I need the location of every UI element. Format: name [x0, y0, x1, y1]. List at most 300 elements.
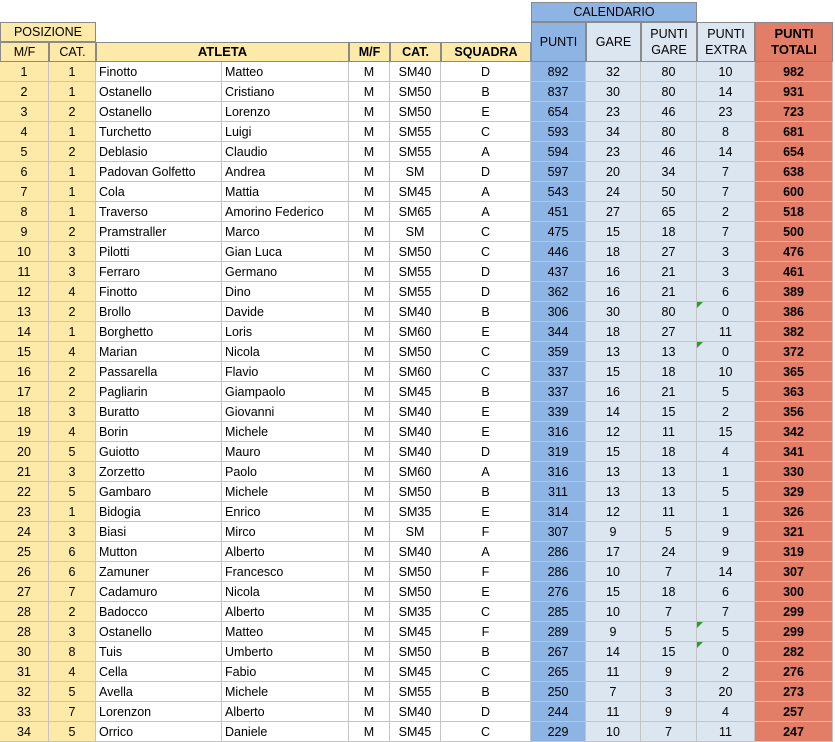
cell-cognome [96, 182, 222, 202]
cell-punti-extra-value: 2 [722, 404, 729, 419]
cell-squadra-value: D [480, 284, 491, 299]
cell-cat-posizione-value: 1 [68, 124, 76, 139]
cell-cognome [96, 82, 222, 102]
cell-punti-totali [755, 282, 833, 302]
table-row [0, 642, 835, 662]
cell-mf-value: M [363, 304, 375, 319]
cell-cat-posizione [49, 602, 96, 622]
cell-squadra-value: C [480, 224, 491, 239]
cell-mf [349, 622, 390, 642]
cell-posizione [0, 582, 49, 602]
cell-categoria [390, 102, 441, 122]
cell-gare [586, 82, 641, 102]
cell-categoria-value: SM40 [398, 424, 432, 439]
cell-punti-extra-value: 0 [722, 344, 729, 359]
cell-mf [349, 362, 390, 382]
cell-gare [586, 502, 641, 522]
cell-cat-posizione [49, 102, 96, 122]
cell-posizione [0, 602, 49, 622]
cell-punti-extra-value: 0 [722, 304, 729, 319]
table-row [0, 622, 835, 642]
cell-cat-posizione [49, 502, 96, 522]
cell-punti-totali [755, 162, 833, 182]
cell-cat-posizione-value: 3 [68, 264, 76, 279]
cell-posizione-value: 7 [20, 184, 28, 199]
cell-squadra [441, 602, 531, 622]
table-row [0, 82, 835, 102]
cell-mf-value: M [363, 164, 375, 179]
table-row [0, 142, 835, 162]
cell-punti-gare-value: 80 [661, 84, 676, 99]
cell-punti-extra [697, 202, 755, 222]
cell-punti-totali-value: 299 [783, 604, 804, 619]
cell-gare-value: 16 [606, 284, 620, 299]
cell-punti-extra [697, 642, 755, 662]
cell-punti [531, 382, 586, 402]
cell-mf-value: M [363, 84, 375, 99]
cell-punti-gare [641, 382, 697, 402]
cell-cat-posizione [49, 302, 96, 322]
cell-nome-value: Matteo [225, 64, 264, 79]
cell-punti-gare-value: 65 [661, 204, 676, 219]
cell-squadra-value: F [481, 624, 490, 639]
cell-categoria [390, 362, 441, 382]
cell-punti-totali-value: 356 [783, 404, 804, 419]
cell-cat-posizione [49, 722, 96, 742]
cell-punti-gare [641, 262, 697, 282]
cell-punti-totali-value: 372 [783, 344, 804, 359]
cell-punti-gare-value: 13 [661, 464, 676, 479]
cell-punti-extra [697, 382, 755, 402]
cell-punti-totali [755, 362, 833, 382]
cell-punti-totali [755, 562, 833, 582]
cell-punti-gare-value: 34 [661, 164, 676, 179]
cell-posizione [0, 382, 49, 402]
cell-posizione [0, 642, 49, 662]
cell-squadra [441, 382, 531, 402]
cell-punti-value: 337 [547, 364, 569, 379]
cell-punti-extra [697, 662, 755, 682]
cell-nome-value: Alberto [225, 704, 265, 719]
cell-punti-extra [697, 462, 755, 482]
cell-punti-totali-value: 319 [783, 544, 804, 559]
table-row [0, 422, 835, 442]
cell-squadra [441, 162, 531, 182]
cell-gare-value: 23 [606, 104, 620, 119]
cell-gare [586, 722, 641, 742]
comment-indicator-icon [697, 642, 703, 648]
cell-punti-gare [641, 122, 697, 142]
cell-categoria [390, 662, 441, 682]
cell-punti-totali [755, 122, 833, 142]
table-row [0, 322, 835, 342]
cell-cat-posizione [49, 482, 96, 502]
table-row [0, 482, 835, 502]
cell-categoria [390, 202, 441, 222]
cell-mf-value: M [363, 504, 375, 519]
cell-posizione [0, 462, 49, 482]
cell-punti-gare [641, 102, 697, 122]
cell-gare-value: 14 [606, 404, 620, 419]
cell-nome-value: Davide [225, 304, 264, 319]
cell-squadra [441, 102, 531, 122]
cell-punti-totali [755, 582, 833, 602]
cell-cat-posizione-value: 3 [68, 404, 76, 419]
cell-nome-value: Alberto [225, 604, 265, 619]
cell-gare [586, 382, 641, 402]
cell-squadra [441, 182, 531, 202]
cell-cognome [96, 222, 222, 242]
cell-squadra [441, 582, 531, 602]
cell-punti-totali [755, 102, 833, 122]
cell-cat-posizione-value: 6 [68, 564, 76, 579]
cell-gare [586, 262, 641, 282]
cell-punti-value: 597 [547, 164, 569, 179]
cell-squadra [441, 282, 531, 302]
cell-categoria-value: SM65 [398, 204, 432, 219]
cell-categoria [390, 122, 441, 142]
cell-nome [222, 282, 349, 302]
cell-cat-posizione [49, 422, 96, 442]
cell-posizione-value: 3 [20, 104, 28, 119]
cell-nome-value: Giovanni [225, 404, 275, 419]
cell-punti-extra-value: 14 [718, 144, 733, 159]
cell-punti-value: 276 [547, 584, 569, 599]
cell-punti-value: 289 [547, 624, 569, 639]
cell-punti-totali-value: 300 [783, 584, 804, 599]
table-row [0, 462, 835, 482]
cell-categoria-value: SM60 [398, 324, 432, 339]
cell-mf-value: M [363, 544, 375, 559]
cell-punti-value: 594 [547, 144, 569, 159]
cell-squadra-value: F [481, 564, 490, 579]
cell-squadra [441, 422, 531, 442]
cell-posizione [0, 622, 49, 642]
cell-gare [586, 422, 641, 442]
cell-nome [222, 682, 349, 702]
cell-cat-posizione-value: 1 [68, 324, 76, 339]
cell-mf-value: M [363, 104, 375, 119]
cell-squadra [441, 342, 531, 362]
cell-punti-value: 265 [547, 664, 569, 679]
cell-posizione-value: 16 [17, 364, 31, 379]
table-row [0, 442, 835, 462]
cell-punti [531, 162, 586, 182]
cell-cognome-value: Turchetto [99, 124, 152, 139]
cell-punti-totali-value: 982 [783, 64, 804, 79]
cell-punti-extra-value: 1 [722, 464, 729, 479]
cell-punti-gare-value: 7 [665, 564, 672, 579]
cell-punti-value: 593 [547, 124, 569, 139]
table-row [0, 402, 835, 422]
cell-posizione [0, 162, 49, 182]
cell-punti-extra-value: 15 [718, 424, 733, 439]
cell-cognome-value: Tuis [99, 644, 123, 659]
cell-posizione-value: 11 [17, 264, 31, 279]
cell-punti-gare-value: 21 [661, 264, 676, 279]
cell-cat-posizione-value: 1 [68, 204, 76, 219]
cell-cognome [96, 382, 222, 402]
cell-punti-extra [697, 422, 755, 442]
cell-categoria [390, 162, 441, 182]
cell-posizione [0, 662, 49, 682]
cell-punti-extra-value: 7 [722, 164, 729, 179]
cell-punti-totali [755, 462, 833, 482]
cell-punti [531, 322, 586, 342]
cell-nome [222, 722, 349, 742]
cell-punti-value: 344 [547, 324, 569, 339]
cell-punti-extra [697, 262, 755, 282]
table-row [0, 162, 835, 182]
cell-punti-gare-value: 5 [665, 624, 672, 639]
cell-categoria [390, 342, 441, 362]
cell-mf-value: M [363, 284, 375, 299]
cell-punti-extra [697, 342, 755, 362]
cell-mf-value: M [363, 124, 375, 139]
cell-cat-posizione [49, 622, 96, 642]
cell-categoria-value: SM50 [398, 484, 432, 499]
cell-cognome [96, 602, 222, 622]
cell-punti-value: 286 [547, 564, 569, 579]
cell-punti-totali [755, 202, 833, 222]
cell-squadra [441, 62, 531, 82]
cell-squadra-value: A [481, 464, 490, 479]
cell-punti-totali [755, 602, 833, 622]
cell-posizione [0, 422, 49, 442]
cell-punti-extra-value: 5 [722, 384, 729, 399]
cell-nome [222, 562, 349, 582]
cell-mf-value: M [363, 344, 375, 359]
table-row [0, 362, 835, 382]
cell-cat-posizione-value: 6 [68, 544, 76, 559]
cell-squadra-value: C [480, 364, 491, 379]
cell-squadra [441, 662, 531, 682]
cell-squadra [441, 482, 531, 502]
cell-squadra [441, 82, 531, 102]
cell-punti-extra [697, 182, 755, 202]
table-row [0, 502, 835, 522]
cell-squadra [441, 522, 531, 542]
cell-categoria [390, 222, 441, 242]
cell-nome [222, 202, 349, 222]
cell-categoria [390, 322, 441, 342]
cell-punti-totali [755, 422, 833, 442]
cell-punti-totali-value: 341 [783, 444, 804, 459]
cell-squadra [441, 642, 531, 662]
cell-punti-totali-value: 247 [783, 724, 804, 739]
cell-gare-value: 30 [606, 304, 620, 319]
cell-cat-posizione-value: 2 [68, 384, 76, 399]
cell-nome [222, 702, 349, 722]
cell-cognome [96, 442, 222, 462]
cell-nome-value: Francesco [225, 564, 284, 579]
cell-cognome [96, 462, 222, 482]
cell-gare-value: 13 [606, 464, 620, 479]
cell-squadra [441, 722, 531, 742]
cell-squadra-value: E [481, 324, 490, 339]
cell-punti-gare-value: 46 [661, 104, 676, 119]
cell-categoria [390, 462, 441, 482]
cell-cat-posizione [49, 242, 96, 262]
cell-categoria [390, 702, 441, 722]
cell-cat-posizione [49, 702, 96, 722]
cell-punti-gare-value: 24 [661, 544, 676, 559]
cell-punti-gare [641, 642, 697, 662]
cell-punti-totali-value: 282 [783, 644, 804, 659]
cell-posizione-value: 30 [17, 644, 31, 659]
cell-mf [349, 242, 390, 262]
cell-punti-totali [755, 642, 833, 662]
cell-posizione [0, 362, 49, 382]
cell-posizione-value: 4 [20, 124, 28, 139]
cell-cognome-value: Lorenzon [99, 704, 152, 719]
table-row [0, 122, 835, 142]
cell-mf [349, 382, 390, 402]
cell-mf [349, 162, 390, 182]
cell-cat-posizione [49, 442, 96, 462]
cell-nome-value: Michele [225, 484, 269, 499]
cell-gare-value: 13 [606, 344, 620, 359]
cell-cat-posizione-value: 3 [68, 624, 76, 639]
cell-posizione-value: 6 [20, 164, 28, 179]
cell-cat-posizione-value: 2 [68, 304, 76, 319]
cell-squadra-value: E [481, 404, 490, 419]
cell-punti-extra [697, 302, 755, 322]
cell-cognome [96, 662, 222, 682]
cell-posizione-value: 25 [17, 544, 31, 559]
cell-categoria-value: SM55 [398, 284, 432, 299]
cell-punti-extra [697, 402, 755, 422]
cell-punti-gare [641, 562, 697, 582]
cell-punti-gare-value: 3 [665, 684, 672, 699]
cell-nome [222, 502, 349, 522]
cell-mf [349, 602, 390, 622]
cell-posizione-value: 9 [20, 224, 28, 239]
cell-squadra-value: A [481, 204, 490, 219]
cell-punti-gare-value: 7 [665, 724, 672, 739]
cell-mf [349, 422, 390, 442]
cell-punti-totali-value: 518 [783, 204, 804, 219]
cell-gare-value: 32 [606, 64, 620, 79]
cell-nome [222, 302, 349, 322]
cell-punti [531, 682, 586, 702]
cell-posizione-value: 5 [20, 144, 28, 159]
cell-categoria-value: SM35 [398, 604, 432, 619]
cell-nome [222, 382, 349, 402]
cell-posizione-value: 12 [17, 284, 31, 299]
cell-mf-value: M [363, 204, 375, 219]
cell-cognome-value: Borghetto [99, 324, 154, 339]
cell-gare-value: 9 [609, 524, 617, 539]
cell-gare-value: 16 [606, 384, 620, 399]
cell-gare [586, 642, 641, 662]
cell-punti-gare-value: 46 [661, 144, 676, 159]
cell-categoria-value: SM50 [398, 344, 432, 359]
cell-posizione-value: 2 [20, 84, 28, 99]
cell-punti-totali-value: 276 [783, 664, 804, 679]
cell-cognome [96, 342, 222, 362]
cell-squadra-value: A [481, 184, 490, 199]
cell-mf-value: M [363, 184, 375, 199]
cell-nome-value: Umberto [225, 644, 273, 659]
cell-categoria-value: SM55 [398, 684, 432, 699]
cell-mf-value: M [363, 424, 375, 439]
cell-posizione [0, 542, 49, 562]
cell-posizione [0, 262, 49, 282]
cell-gare-value: 23 [606, 144, 620, 159]
cell-punti-extra-value: 6 [722, 284, 729, 299]
cell-mf [349, 202, 390, 222]
cell-squadra [441, 562, 531, 582]
cell-punti-totali [755, 542, 833, 562]
cell-nome-value: Mauro [225, 444, 261, 459]
cell-mf-value: M [363, 624, 375, 639]
cell-punti-value: 337 [547, 384, 569, 399]
cell-posizione-value: 28 [17, 624, 31, 639]
cell-mf [349, 482, 390, 502]
cell-cognome [96, 102, 222, 122]
cell-categoria [390, 602, 441, 622]
cell-punti-value: 306 [547, 304, 569, 319]
cell-punti-totali [755, 62, 833, 82]
cell-nome [222, 182, 349, 202]
cell-punti-extra [697, 362, 755, 382]
cell-punti-value: 654 [547, 104, 569, 119]
cell-punti [531, 182, 586, 202]
cell-cat-posizione [49, 82, 96, 102]
cell-punti-totali-value: 363 [783, 384, 804, 399]
cell-cognome [96, 402, 222, 422]
cell-nome [222, 62, 349, 82]
cell-gare-value: 13 [606, 484, 620, 499]
cell-punti-totali-value: 389 [783, 284, 804, 299]
cell-punti [531, 642, 586, 662]
cell-punti-gare-value: 50 [661, 184, 676, 199]
cell-nome [222, 122, 349, 142]
table-row [0, 62, 835, 82]
cell-squadra-value: F [481, 524, 490, 539]
cell-punti-gare [641, 322, 697, 342]
cell-posizione-value: 23 [17, 504, 31, 519]
cell-posizione [0, 402, 49, 422]
cell-cat-posizione [49, 262, 96, 282]
cell-punti-totali-value: 600 [783, 184, 804, 199]
cell-punti-totali-value: 931 [783, 84, 804, 99]
cell-categoria-value: SM45 [398, 724, 432, 739]
cell-punti [531, 542, 586, 562]
header-punti-totali: PUNTI TOTALI [755, 22, 833, 62]
cell-squadra-value: A [481, 544, 490, 559]
cell-gare [586, 62, 641, 82]
cell-punti-totali-value: 257 [783, 704, 804, 719]
cell-punti-extra-value: 6 [722, 584, 729, 599]
header-punti: PUNTI [531, 22, 586, 62]
cell-punti-extra-value: 7 [722, 224, 729, 239]
cell-punti-extra-value: 10 [718, 364, 733, 379]
cell-categoria-value: SM [405, 224, 425, 239]
cell-posizione [0, 342, 49, 362]
cell-cat-posizione [49, 282, 96, 302]
cell-categoria-value: SM40 [398, 544, 432, 559]
header-gare: GARE [586, 22, 641, 62]
cell-punti [531, 622, 586, 642]
cell-punti-totali [755, 82, 833, 102]
cell-cat-posizione-value: 2 [68, 364, 76, 379]
cell-squadra [441, 462, 531, 482]
cell-nome [222, 422, 349, 442]
cell-nome [222, 582, 349, 602]
cell-nome [222, 142, 349, 162]
